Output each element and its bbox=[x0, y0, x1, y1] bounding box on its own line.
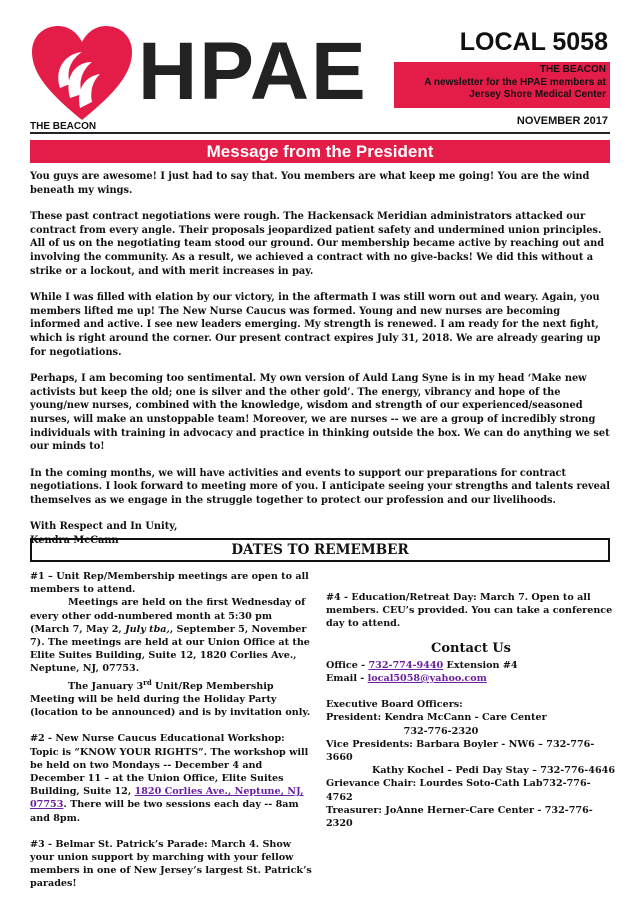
treasurer-line: Treasurer: JoAnne Herner-Care Center - 732-776-2320 bbox=[326, 804, 593, 830]
issue-date: NOVEMBER 2017 bbox=[516, 115, 608, 127]
item4: #4 - Education/Retreat Day: March 7. Open to all members. CEU’s provided. You can take a conference day to attend. bbox=[326, 592, 613, 630]
contact-title: Contact Us bbox=[431, 640, 511, 656]
office-phone-link[interactable]: 732-774-9440 bbox=[368, 659, 444, 671]
president-line: President: Kendra McCann - Care Center bbox=[326, 712, 547, 724]
board-title: Executive Board Officers: bbox=[326, 699, 463, 711]
message-title: Message from the President bbox=[30, 140, 610, 163]
message-paragraph: In the coming months, we will have activities and events to support our preparations for contract negotiations. I look forward to meeting more of you. I anticipate seeing your strengths and talents reveal themselves as we engage in the struggle together to protect our profession and our livelihoods. bbox=[30, 467, 610, 506]
box-beacon: THE BEACON bbox=[539, 64, 606, 75]
signer: Kendra McCann bbox=[30, 535, 119, 547]
message-paragraph: While I was filled with elation by our victory, in the aftermath I was still worn out and weary. Again, you members lifted me up! The New Nurse Caucus was formed. Young and new nurses are becoming informed and active. I see new leaders emerging. My strength is renewed. I am ready for the next fight, which is right around the corner. Our present contract expires July 31, 2018. We are already gearing up for negotiations. bbox=[30, 292, 601, 358]
box-hospital: Jersey Shore Medical Center bbox=[469, 89, 606, 100]
office-line: Office - 732-774-9440 Extension #4 bbox=[326, 659, 518, 671]
vp1-line: Vice Presidents: Barbara Boyler - NW6 – 732-776-3660 bbox=[326, 738, 595, 764]
closing: With Respect and In Unity, bbox=[30, 521, 178, 533]
local-number: LOCAL 5058 bbox=[459, 28, 608, 56]
grievance-line: Grievance Chair: Lourdes Soto-Cath Lab732-776-4762 bbox=[326, 778, 591, 803]
dates-left-column bbox=[30, 570, 314, 904]
message-paragraph: You guys are awesome! I just had to say that. You members are what keep me going! You are the wind beneath my wings. bbox=[30, 171, 590, 196]
beacon-label: THE BEACON bbox=[30, 121, 97, 132]
address-link[interactable]: 1820 Corlies Ave., Neptune, NJ, 07753 bbox=[30, 786, 304, 811]
message-paragraph: These past contract negotiations were rough. The Hackensack Meridian administrators attacked our contract from every angle. Their proposals jeopardized patient safety and undermined union principles. All of us on the negotiating team stood our ground. Our membership became active by reaching out and involving the community. As a result, we achieved a contract with no give-backs! We did this without a strike or a lockout, and with merit increases in pay. bbox=[30, 211, 605, 277]
vp2-line: Kathy Kochel – Pedi Day Stay – 732-776-4646 bbox=[372, 765, 615, 777]
president-phone: 732-776-2320 bbox=[403, 725, 479, 737]
message-paragraph: Perhaps, I am becoming too sentimental. My own version of Auld Lang Syne is in my head ‘Make new activists but keep the old; one is silver and the other gold’. The energy, vibrancy and hope of the young/new nurses, combined with the knowledge, wisdom and strength of our experienced/seasoned nurses, will make an unstoppable team! Moreover, we are nurses -- we are a group of incredibly strong individuals with training in advocacy and practice in thinking outside the box. We can do anything we set our minds to! bbox=[30, 373, 610, 453]
dates-title: DATES TO REMEMBER bbox=[30, 538, 610, 562]
header-divider bbox=[30, 132, 610, 134]
dates-right-column bbox=[326, 591, 616, 830]
box-subtitle: A newsletter for the HPAE members at bbox=[424, 76, 606, 88]
item1-details: Meetings are held on the first Wednesday of every other odd-numbered month at 5:30 pm (March 7, May 2, July tba,, September 5, November 7). The meetings are held at our Union Office at the Elite Suites Building, Suite 12, 1820 Corlies Ave., Neptune, NJ, 07753. bbox=[30, 597, 310, 675]
org-logo-text: HPAE bbox=[138, 26, 368, 117]
item1-january: The January 3rd Unit/Rep Membership Meeting will be held during the Holiday Party (location to be announced) and is by invitation only. bbox=[30, 677, 311, 719]
item2: #2 - New Nurse Caucus Educational Workshop: Topic is “KNOW YOUR RIGHTS”. The workshop will be held on two Mondays -- December 4 and December 11 – at the Union Office, Elite Suites Building, Suite 12, 1820 Corlies Ave., Neptune, NJ, 07753. There will be two sessions each day -- 8am and 8pm. bbox=[30, 733, 309, 824]
newsletter-info-box bbox=[394, 62, 610, 108]
heart-logo-icon bbox=[30, 24, 134, 124]
item3: #3 - Belmar St. Patrick’s Parade: March 4. Show your union support by marching with your fellow members in one of New Jersey’s largest St. Patrick’s parades! bbox=[30, 838, 312, 890]
email-link[interactable]: local5058@yahoo.com bbox=[367, 673, 487, 685]
item1-heading: #1 – Unit Rep/Membership meetings are open to all members to attend. bbox=[30, 571, 309, 596]
president-message bbox=[30, 170, 610, 548]
email-line: Email - local5058@yahoo.com bbox=[326, 673, 487, 685]
